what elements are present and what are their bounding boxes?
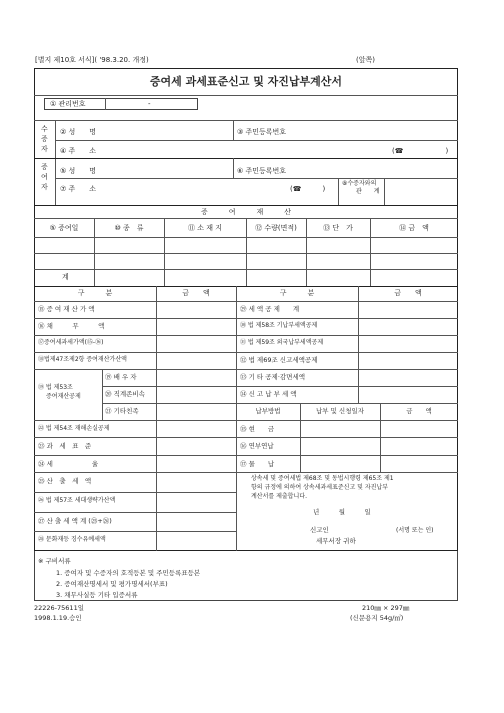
col-amount: ⑭ 금 액 — [399, 224, 429, 232]
row-addition: ⑱법제47조제2항 증여재산가산액 — [38, 356, 127, 363]
deduct-group-label-1: ⑲ 법 제53조 — [38, 384, 73, 391]
col-gift-date: ⑤ 증여일 — [49, 224, 79, 232]
row-taxable-value: ⑰증여세과세가액(⑮-⑯) — [38, 339, 104, 346]
relation-label-top: ⑧수증자와의 — [342, 180, 377, 187]
donor-side-1: 증 — [41, 163, 48, 171]
pay-cash: ㉟ 현 금 — [240, 425, 275, 433]
form-title: 증여세 과세표준신고 및 자진납부계산서 — [149, 75, 343, 88]
declarant-label: 신고인 — [310, 526, 329, 534]
recipient-phone[interactable]: (☎ ) — [392, 147, 449, 155]
recipient-name-label: ② 성 명 — [60, 128, 97, 136]
donor-rrn-label: ⑥ 주민등록번호 — [237, 167, 287, 175]
approval-date: 1998.1.19.승인 — [34, 614, 82, 622]
declaration-line-2: 항의 규정에 의하여 상속세과세표준신고 및 자진납부 — [251, 484, 389, 491]
tax-office: 세무서장 귀하 — [316, 537, 356, 545]
row-cultural-deferral: ㉘ 문화재등 징수유예세액 — [38, 536, 106, 543]
row-payable-tax: ㉞ 신 고 납 부 세 액 — [240, 390, 297, 398]
row-other-credit: ㉝ 기 타 공제·감면세액 — [240, 373, 305, 381]
row-foreign-credit: ㉛ 법 제59조 외국납부세액공제 — [240, 339, 324, 346]
form-number: [별지 제10호 서식]( '98.3.20. 개정) — [35, 56, 149, 64]
document-item-3: 3. 채무사실등 기타 입증서류 — [56, 591, 138, 599]
row-spouse: ⑲ 배 우 자 — [105, 373, 137, 381]
row-filing-credit: ㉜ 법 제69조 신고세액공제 — [240, 356, 318, 364]
col-unit-price: ⑬ 단 가 — [323, 224, 353, 232]
mgmt-value[interactable]: - — [148, 100, 151, 108]
document-item-1: 1. 증여자 및 수증자의 호적등본 및 주민등록표등본 — [56, 569, 201, 577]
row-lineal: ⑳ 직계존비속 — [105, 390, 145, 398]
col-quantity: ⑫ 수량(면적) — [255, 224, 297, 232]
recipient-rrn-label: ③ 주민등록번호 — [237, 128, 287, 136]
row-tax-base: ㉓ 과 세 표 준 — [38, 442, 92, 450]
row-other-relatives: ㉑ 기타친족 — [105, 407, 139, 415]
documents-title: ※ 구비서류 — [38, 557, 71, 565]
row-computed-total: ㉗ 산 출 세 액 계 (㉕+㉖) — [38, 517, 112, 525]
donor-phone[interactable]: (☎ ) — [290, 185, 326, 193]
row-debt: ⑯ 채 무 액 — [38, 322, 105, 330]
document-item-2: 2. 증여재산명세서 및 평가명세서(부표) — [56, 580, 168, 588]
calc-header-left: 구 분 — [77, 289, 113, 297]
recipient-side-3: 자 — [41, 145, 48, 153]
row-disaster-loss: ㉒ 법 제54조 재해손실공제 — [38, 425, 110, 432]
property-total-label: 계 — [62, 273, 69, 281]
donor-side-2: 여 — [41, 173, 48, 181]
pay-header-amount: 금 액 — [406, 407, 432, 415]
row-tax-rate: ㉔ 세 율 — [38, 460, 99, 468]
property-title: 증 여 재 산 — [200, 208, 292, 216]
col-kind: ⑩ 종 류 — [114, 224, 144, 232]
donor-address-label: ⑦ 주 소 — [60, 185, 97, 193]
calc-header-amount-right: 금 액 — [394, 289, 422, 297]
declaration-line-1: 상속세 및 증여세법 제68조 및 동법시행령 제65조 제1 — [251, 475, 394, 482]
paper-type: (신문용지 54g/㎡) — [350, 614, 404, 622]
page-side: (앞쪽) — [356, 56, 375, 64]
mgmt-label: ① 관리번호 — [50, 100, 86, 108]
row-credit-total: ㉙ 세 액 공 제 계 — [240, 305, 300, 313]
recipient-side-1: 수 — [41, 125, 48, 133]
calc-header-amount-left: 금 액 — [182, 289, 210, 297]
row-computed-tax: ㉕ 산 출 세 액 — [38, 477, 92, 485]
pay-installment: ㊱ 연부연납 — [240, 442, 274, 450]
row-prepaid-credit: ㉚ 법 제58조 기납부세액공제 — [240, 322, 318, 329]
recipient-address-label: ④ 주 소 — [60, 147, 97, 155]
donor-side-3: 자 — [41, 183, 48, 191]
row-gift-value: ⑮ 증 여 재 산 가 액 — [38, 305, 95, 313]
paper-size: 210㎜ × 297㎜ — [362, 604, 410, 612]
donor-name-label: ⑤ 성 명 — [60, 167, 97, 175]
pay-header-date: 납부 및 신청일자 — [315, 407, 365, 415]
declaration-date[interactable]: 년 월 일 — [313, 508, 371, 516]
recipient-side-2: 증 — [41, 135, 48, 143]
relation-label-bottom: 관 계 — [356, 188, 380, 195]
declaration-line-3: 계산서를 제출합니다. — [251, 493, 307, 500]
form-code: 22226-75611일 — [34, 604, 84, 612]
pay-header-method: 납부방법 — [255, 407, 281, 415]
signature-field[interactable]: (서명 또는 인) — [396, 527, 434, 534]
deduct-group-label-2: 증여재산공제 — [46, 393, 81, 400]
calc-header-right: 구 분 — [279, 289, 315, 297]
row-generation-skip: ㉖ 법 제57조 세대생략가산액 — [38, 497, 116, 504]
col-location: ⑪ 소 재 지 — [188, 224, 222, 232]
pay-in-kind: ㊲ 물 납 — [240, 460, 275, 468]
